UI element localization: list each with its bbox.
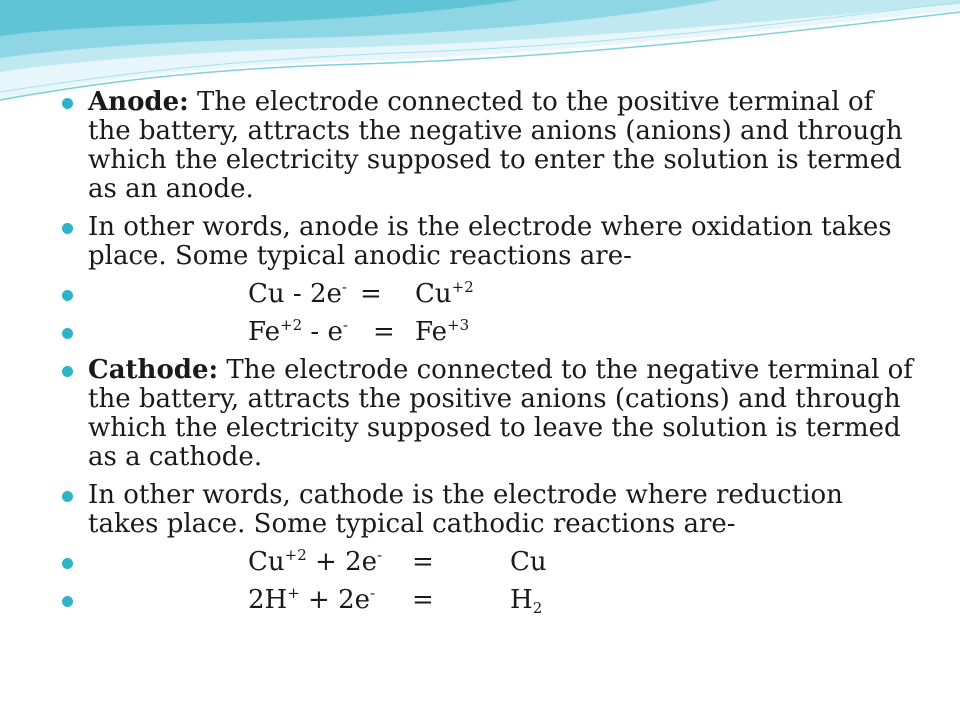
equation-equals: = xyxy=(360,279,382,309)
equation-rhs: Cu xyxy=(510,547,547,577)
term-anode: Anode: xyxy=(88,87,189,117)
equation-lhs: Cu - 2e- xyxy=(248,278,347,309)
equation-lhs: $Fe^{+2} - e^-$ xyxy=(248,316,348,347)
bullet-equation-cu-oxidation xyxy=(60,280,920,309)
term-cathode: Cathode: xyxy=(88,355,219,385)
equation-rhs: $Cu^{+2}$ xyxy=(415,278,474,309)
equation-equals: = xyxy=(373,317,395,347)
bullet-dot-icon xyxy=(62,366,73,377)
equation-equals: = xyxy=(412,547,434,577)
bullet-dot-icon xyxy=(62,328,73,339)
cathode-definition-text: The electrode connected to the negative terminal of the battery, attracts the positive anions (cations) and through which the electricity supposed to leave the solution is termed as a cathode. xyxy=(88,355,913,472)
slide-body xyxy=(60,88,920,624)
bullet-dot-icon xyxy=(62,596,73,607)
bullet-equation-fe-oxidation xyxy=(60,318,920,347)
bullet-dot-icon xyxy=(62,491,73,502)
equation-lhs: $Cu^{+2} + 2e^-$ xyxy=(248,546,383,577)
equation-rhs: $Fe^{+3}$ xyxy=(415,316,470,347)
equation-lhs: 2H+ + 2e- xyxy=(248,584,376,615)
bullet-equation-cu-reduction xyxy=(60,548,920,577)
bullet-dot-icon xyxy=(62,558,73,569)
cathode-reduction-text: In other words, cathode is the electrode where reduction takes place. Some typical cathodic reactions are- xyxy=(88,480,843,539)
bullet-cathode-reduction xyxy=(60,481,920,539)
anode-oxidation-text: In other words, anode is the electrode where oxidation takes place. Some typical anodic reactions are- xyxy=(88,212,892,271)
bullet-dot-icon xyxy=(62,290,73,301)
bullet-dot-icon xyxy=(62,98,73,109)
bullet-cathode-definition xyxy=(60,356,920,472)
equation-equals: = xyxy=(412,585,434,615)
equation-rhs: $H_2$ xyxy=(510,585,543,617)
bullet-equation-h-reduction xyxy=(60,586,920,615)
bullet-anode-oxidation xyxy=(60,213,920,271)
bullet-anode-definition xyxy=(60,88,920,204)
anode-definition-text: The electrode connected to the positive terminal of the battery, attracts the negative anions (anions) and through which the electricity supposed to enter the solution is termed as an anode. xyxy=(88,87,903,204)
bullet-dot-icon xyxy=(62,223,73,234)
